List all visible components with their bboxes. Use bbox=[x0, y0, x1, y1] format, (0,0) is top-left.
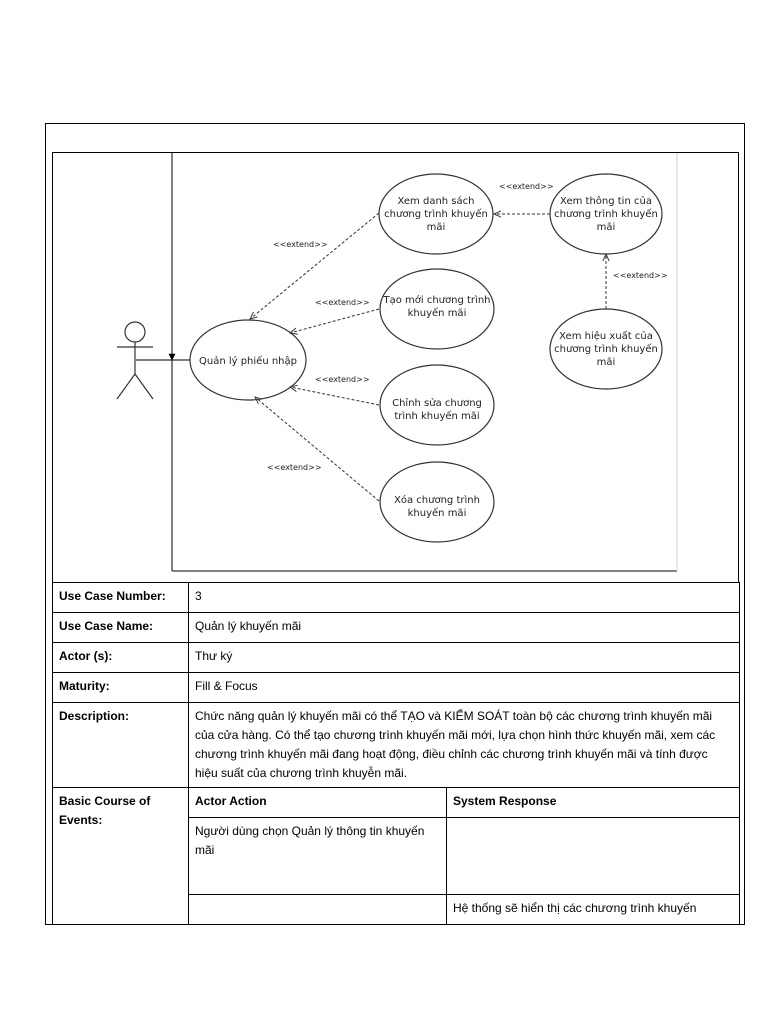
label-actor: Actor (s): bbox=[53, 643, 189, 673]
extend-arrow-create bbox=[290, 309, 379, 333]
label-maturity: Maturity: bbox=[53, 673, 189, 703]
header-actor-action: Actor Action bbox=[189, 788, 447, 818]
use-case-performance bbox=[550, 309, 662, 389]
table-row bbox=[53, 583, 740, 613]
label-use-case-name: Use Case Name: bbox=[53, 613, 189, 643]
table-row bbox=[53, 673, 740, 703]
use-case-diagram bbox=[52, 152, 739, 583]
extend-label: <<extend>> bbox=[267, 463, 322, 472]
diagram-canvas bbox=[53, 153, 738, 582]
value-maturity: Fill & Focus bbox=[189, 673, 740, 703]
extend-label: <<extend>> bbox=[273, 240, 328, 249]
svg-text:chương trình khuyến: chương trình khuyến bbox=[384, 209, 488, 220]
use-case-edit bbox=[380, 365, 494, 445]
svg-text:Xem hiệu xuất của: Xem hiệu xuất của bbox=[559, 331, 653, 342]
value-description: Chức năng quản lý khuyến mãi có thể TẠO và KIỂM SOÁT toàn bộ các chương trình khuyến mãi của cửa hàng. Có thể tạo chương trình khuyến mãi mới, lựa chọn hình thức khuyến mãi, xem các chương trình khuyến mãi đang hoạt động, điều chỉnh các chương trình khuyến mãi và tính được hiệu suất của chương trình khuyễn mãi. bbox=[189, 703, 740, 788]
svg-text:Xem danh sách: Xem danh sách bbox=[397, 196, 475, 207]
svg-text:Xóa chương trình: Xóa chương trình bbox=[394, 495, 480, 506]
value-use-case-name: Quản lý khuyến mãi bbox=[189, 613, 740, 643]
use-case-main bbox=[190, 320, 306, 400]
svg-text:trình khuyến mãi: trình khuyến mãi bbox=[394, 411, 480, 422]
svg-text:mãi: mãi bbox=[596, 357, 616, 368]
svg-text:Tạo mới chương trình: Tạo mới chương trình bbox=[383, 295, 491, 306]
svg-text:Quản lý phiếu nhập: Quản lý phiếu nhập bbox=[198, 356, 298, 367]
table-row bbox=[53, 703, 740, 788]
extend-label: <<extend>> bbox=[499, 182, 554, 191]
extend-arrow-edit bbox=[290, 387, 379, 405]
label-basic-course: Basic Course of Events: bbox=[53, 788, 189, 925]
label-description: Description: bbox=[53, 703, 189, 788]
step-system-response: Hệ thống sẽ hiển thị các chương trình khuyến bbox=[447, 895, 740, 925]
svg-text:khuyến mãi: khuyến mãi bbox=[407, 508, 467, 519]
table-row bbox=[53, 788, 740, 818]
extend-label: <<extend>> bbox=[315, 298, 370, 307]
value-actor: Thư ký bbox=[189, 643, 740, 673]
use-case-table bbox=[52, 582, 740, 925]
extend-arrow-delete bbox=[255, 397, 379, 501]
use-case-view-list bbox=[379, 174, 493, 254]
step-system-response bbox=[447, 818, 740, 895]
svg-text:chương trình khuyến: chương trình khuyến bbox=[554, 209, 658, 220]
header-system-response: System Response bbox=[447, 788, 740, 818]
svg-text:Chỉnh sửa chương: Chỉnh sửa chương bbox=[392, 398, 482, 409]
table-row bbox=[53, 643, 740, 673]
use-case-delete bbox=[380, 462, 494, 542]
step-actor-action: Người dùng chọn Quản lý thông tin khuyến mãi bbox=[189, 818, 447, 895]
extend-label: <<extend>> bbox=[315, 375, 370, 384]
table-row bbox=[53, 613, 740, 643]
value-use-case-number: 3 bbox=[189, 583, 740, 613]
use-case-create bbox=[380, 269, 494, 349]
extend-label: <<extend>> bbox=[613, 271, 668, 280]
svg-text:khuyến mãi: khuyến mãi bbox=[407, 308, 467, 319]
svg-text:mãi: mãi bbox=[596, 222, 616, 233]
label-use-case-number: Use Case Number: bbox=[53, 583, 189, 613]
svg-text:Xem thông tin của: Xem thông tin của bbox=[560, 196, 652, 207]
svg-text:mãi: mãi bbox=[426, 222, 446, 233]
use-case-view-info bbox=[550, 174, 662, 254]
step-actor-action bbox=[189, 895, 447, 925]
svg-text:chương trình khuyến: chương trình khuyến bbox=[554, 344, 658, 355]
